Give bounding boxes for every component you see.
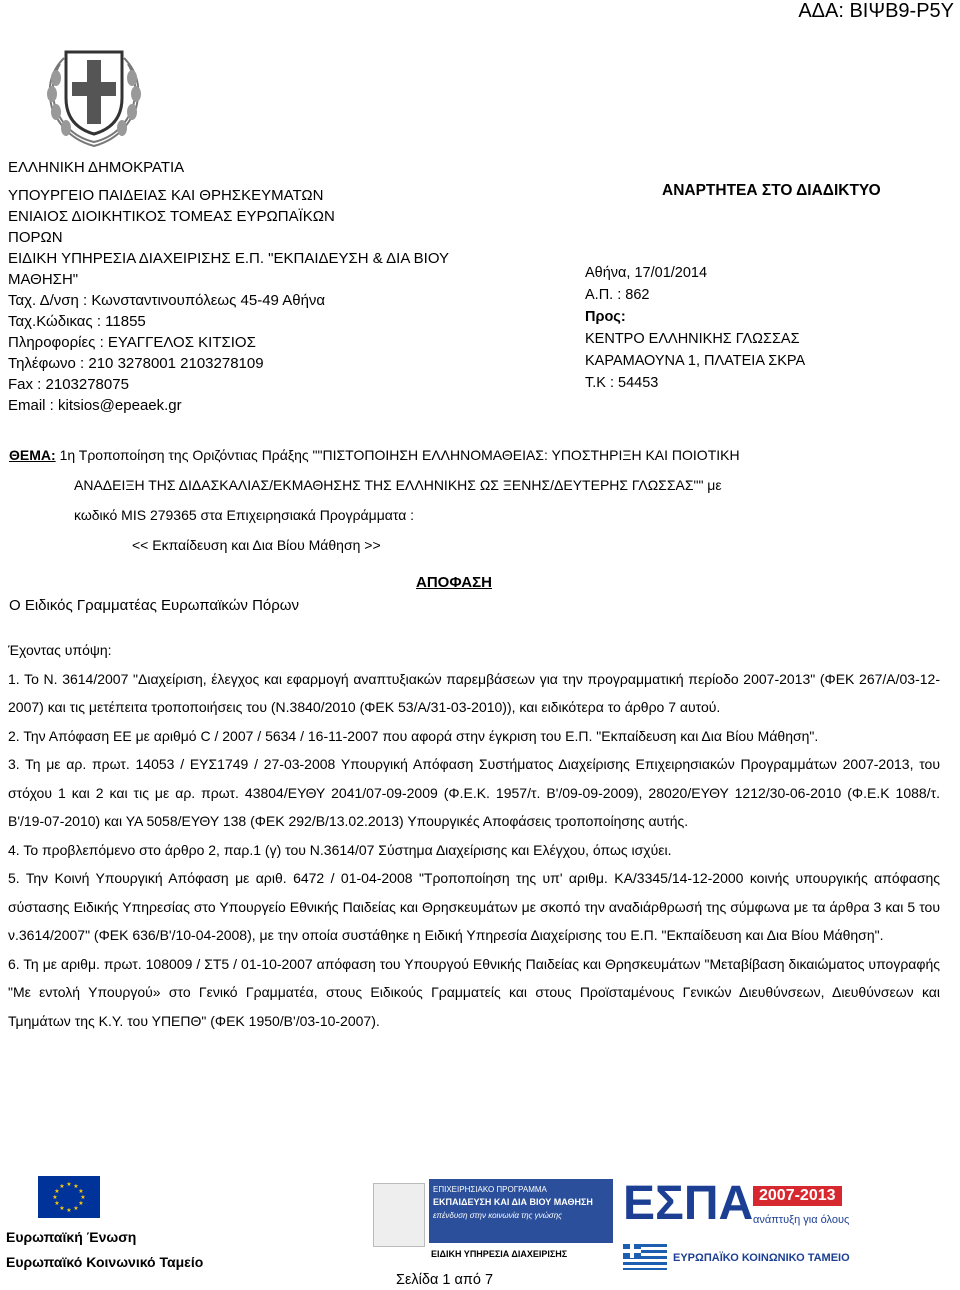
espa-slogan: ανάπτυξη για όλους bbox=[753, 1214, 850, 1226]
sender-line: ΕΝΙΑΙΟΣ ΔΙΟΙΚΗΤΙΚΟΣ ΤΟΜΕΑΣ ΕΥΡΩΠΑΪΚΩΝ bbox=[8, 208, 335, 225]
sender-address: Ταχ. Δ/νση : Κωνσταντινουπόλεως 45-49 Αθήνα bbox=[8, 292, 326, 309]
svg-text:★: ★ bbox=[73, 1205, 79, 1212]
sender-email: Email : kitsios@epeaek.gr bbox=[8, 397, 182, 414]
sender-line: ΠΟΡΩΝ bbox=[8, 229, 63, 246]
svg-text:★: ★ bbox=[73, 1183, 79, 1190]
svg-text:★: ★ bbox=[78, 1200, 84, 1207]
list-item: 5. Την Κοινή Υπουργική Απόφαση με αριθ. 6472 / 01-04-2008 "Τροποποίηση της υπ' αριθμ. ΚΑ/3345/14-12-2000 κοινής υπουργικής απόφασης σύστασης Ειδικής Υπηρεσίας στο Υπουργείο Εθνικής Παιδείας και Θρησκευμάτων με σκοπό την αναδιάρθρωσή της σύμφωνα με τα άρθρα 3 και 5 του ν.3614/2007" (ΦΕΚ 636/Β'/10-04-2008), με την οποία συστάθηκε η Ειδική Υπηρεσία Διαχείρισης του Ε.Π. "Εκπαίδευση και Δια Βίου Μάθηση". bbox=[8, 870, 940, 943]
decision-body bbox=[8, 636, 940, 1035]
list-item: 3. Τη με αρ. πρωτ. 14053 / ΕΥΣ1749 / 27-03-2008 Υπουργική Απόφαση Συστήματος Διαχείρισης Επιχειρησιακών Προγραμμάτων 2007-2013, του στόχου 1 και 2 και τις με αρ. πρωτ. 43804/ΕΥΘΥ 2041/07-09-2009 (Φ.Ε.Κ. 1957/τ. Β'/09-09-2009), 28020/ΕΥΘΥ 1212/30-06-2010 (Φ.Ε.Κ 1088/τ. Β'/19-07-2010) και ΥΑ 5058/ΕΥΘΥ 138 (ΦΕΚ 292/Β/13.02.2013) Υπουργικές Αποφάσεις τροποποίησης αυτής. bbox=[8, 756, 940, 829]
eu-flag-icon bbox=[38, 1176, 100, 1218]
sender-phone: Τηλέφωνο : 210 3278001 2103278109 bbox=[8, 355, 264, 372]
eu-caption bbox=[6, 1225, 203, 1275]
banner-line: ΕΙΔΙΚΗ ΥΠΗΡΕΣΙΑ ΔΙΑΧΕΙΡΙΣΗΣ bbox=[431, 1249, 568, 1259]
espa-fund: ΕΥΡΩΠΑΪΚΟ ΚΟΙΝΩΝΙΚΟ ΤΑΜΕΙΟ bbox=[673, 1252, 850, 1264]
program-emblem-icon bbox=[373, 1183, 425, 1247]
secretary-general: Ο Ειδικός Γραμματέας Ευρωπαϊκών Πόρων bbox=[9, 597, 300, 614]
banner-line: ΕΠΙΧΕΙΡΗΣΙΑΚΟ ΠΡΟΓΡΑΜΜΑ bbox=[433, 1185, 547, 1194]
svg-text:★: ★ bbox=[66, 1181, 72, 1188]
espa-title: ΕΣΠΑ bbox=[623, 1177, 754, 1230]
protocol-number: Α.Π. : 862 bbox=[585, 287, 650, 303]
greek-coat-of-arms-icon bbox=[34, 38, 154, 150]
list-item: 1. Το Ν. 3614/2007 "Διαχείριση, έλεγχος και εφαρμογή αναπτυξιακών παρεμβάσεων για την προγραμματική περίοδο 2007-2013" (ΦΕΚ 267/Α/03-12-2007) και τις μετέπειτα τροποποιήσεις του (Ν.3840/2010 (ΦΕΚ 53/Α/31-03-2010)), και ειδικότερα το άρθρο 7 αυτού. bbox=[8, 670, 940, 715]
sender-line: ΕΙΔΙΚΗ ΥΠΗΡΕΣΙΑ ΔΙΑΧΕΙΡΙΣΗΣ Ε.Π. "ΕΚΠΑΙΔΕΥΣΗ & ΔΙΑ ΒΙΟΥ bbox=[8, 250, 450, 267]
decision-title: ΑΠΟΦΑΣΗ bbox=[416, 574, 492, 591]
subject-line: << Εκπαίδευση και Δια Βίου Μάθηση >> bbox=[132, 537, 381, 553]
subject-line: κωδικό MIS 279365 στα Επιχειρησιακά Προγράμματα : bbox=[74, 507, 415, 523]
sender-postal-code: Ταχ.Κώδικας : 11855 bbox=[8, 313, 146, 330]
svg-text:★: ★ bbox=[54, 1200, 60, 1207]
subject-block bbox=[9, 440, 944, 560]
espa-years: 2007-2013 bbox=[753, 1186, 842, 1206]
list-item: 6. Τη με αριθμ. πρωτ. 108009 / ΣΤ5 / 01-10-2007 απόφαση του Υπουργού Εθνικής Παιδείας και Θρησκευμάτων "Μεταβίβαση δικαιώματος υπογραφής "Με εντολή Υπουργού» στο Γενικό Γραμματέα, στους Ειδικούς Γραμματείς και στους Προϊσταμένους Γενικών Διευθύνσεων, Διευθύνσεων και Τμημάτων της Κ.Υ. του ΥΠΕΠΘ" (ΦΕΚ 1950/Β'/03-10-2007). bbox=[8, 955, 940, 1029]
page-number: Σελίδα 1 από 7 bbox=[396, 1272, 494, 1288]
greek-flag-icon bbox=[623, 1244, 667, 1270]
recipient-name: ΚΕΝΤΡΟ ΕΛΛΗΝΙΚΗΣ ΓΛΩΣΣΑΣ bbox=[585, 331, 800, 347]
subject-line: ΑΝΑΔΕΙΞΗ ΤΗΣ ΔΙΔΑΣΚΑΛΙΑΣ/ΕΚΜΑΘΗΣΗΣ ΤΗΣ ΕΛΛΗΝΙΚΗΣ ΩΣ ΞΕΝΗΣ/ΔΕΥΤΕΡΗΣ ΓΛΩΣΣΑΣ"" με bbox=[74, 477, 722, 493]
subject-label: ΘΕΜΑ: bbox=[9, 447, 56, 463]
recipient-block bbox=[585, 262, 805, 394]
svg-text:★: ★ bbox=[78, 1188, 84, 1195]
svg-text:★: ★ bbox=[59, 1183, 65, 1190]
intro-text: Έχοντας υπόψη: bbox=[8, 642, 112, 658]
eu-union-label: Ευρωπαϊκή Ένωση bbox=[6, 1229, 137, 1245]
svg-text:★: ★ bbox=[54, 1188, 60, 1195]
subject-line: 1η Τροποποίηση της Οριζόντιας Πράξης ""ΠΙΣΤΟΠΟΙΗΣΗ ΕΛΛΗΝΟΜΑΘΕΙΑΣ: ΥΠΟΣΤΗΡΙΞΗ ΚΑΙ ΠΟΙΟΤΙΚΗ bbox=[59, 447, 740, 463]
ada-code: ΑΔΑ: ΒΙΨΒ9-Ρ5Υ bbox=[798, 0, 954, 22]
publication-notice: ΑΝΑΡΤΗΤΕΑ ΣΤΟ ΔΙΑΔΙΚΤΥΟ bbox=[662, 182, 881, 199]
svg-text:★: ★ bbox=[52, 1194, 58, 1201]
sender-line: ΜΑΘΗΣΗ" bbox=[8, 271, 79, 288]
sender-block bbox=[8, 157, 449, 416]
sender-info: Πληροφορίες : ΕΥΑΓΓΕΛΟΣ ΚΙΤΣΙΟΣ bbox=[8, 334, 256, 351]
svg-text:★: ★ bbox=[80, 1194, 86, 1201]
country-name: ΕΛΛΗΝΙΚΗ ΔΗΜΟΚΡΑΤΙΑ bbox=[8, 159, 185, 176]
svg-text:★: ★ bbox=[59, 1205, 65, 1212]
document-date: Αθήνα, 17/01/2014 bbox=[585, 265, 708, 281]
list-item: 4. Το προβλεπόμενο στο άρθρο 2, παρ.1 (γ) του Ν.3614/07 Σύστημα Διαχείρισης και Ελέγχου, όπως ισχύει. bbox=[8, 841, 672, 858]
recipient-address: ΚΑΡΑΜΑΟΥΝΑ 1, ΠΛΑΤΕΙΑ ΣΚΡΑ bbox=[585, 353, 806, 369]
sender-fax: Fax : 2103278075 bbox=[8, 376, 129, 393]
esf-label: Ευρωπαϊκό Κοινωνικό Ταμείο bbox=[6, 1254, 204, 1270]
list-item: 2. Την Απόφαση ΕΕ με αριθμό C / 2007 / 5634 / 16-11-2007 που αφορά στην έγκριση του Ε.Π. "Εκπαίδευση και Δια Βίου Μάθηση". bbox=[8, 727, 819, 744]
svg-text:★: ★ bbox=[66, 1207, 72, 1214]
banner-line: ΕΚΠΑΙΔΕΥΣΗ ΚΑΙ ΔΙΑ ΒΙΟΥ ΜΑΘΗΣΗ bbox=[433, 1197, 593, 1207]
recipient-postal: Τ.Κ : 54453 bbox=[585, 375, 659, 391]
program-logo bbox=[373, 1179, 613, 1269]
to-label: Προς: bbox=[585, 309, 626, 325]
sender-line: ΥΠΟΥΡΓΕΙΟ ΠΑΙΔΕΙΑΣ ΚΑΙ ΘΡΗΣΚΕΥΜΑΤΩΝ bbox=[8, 187, 324, 204]
banner-line: επένδυση στην κοινωνία της γνώσης bbox=[433, 1211, 563, 1220]
espa-logo bbox=[623, 1177, 918, 1272]
